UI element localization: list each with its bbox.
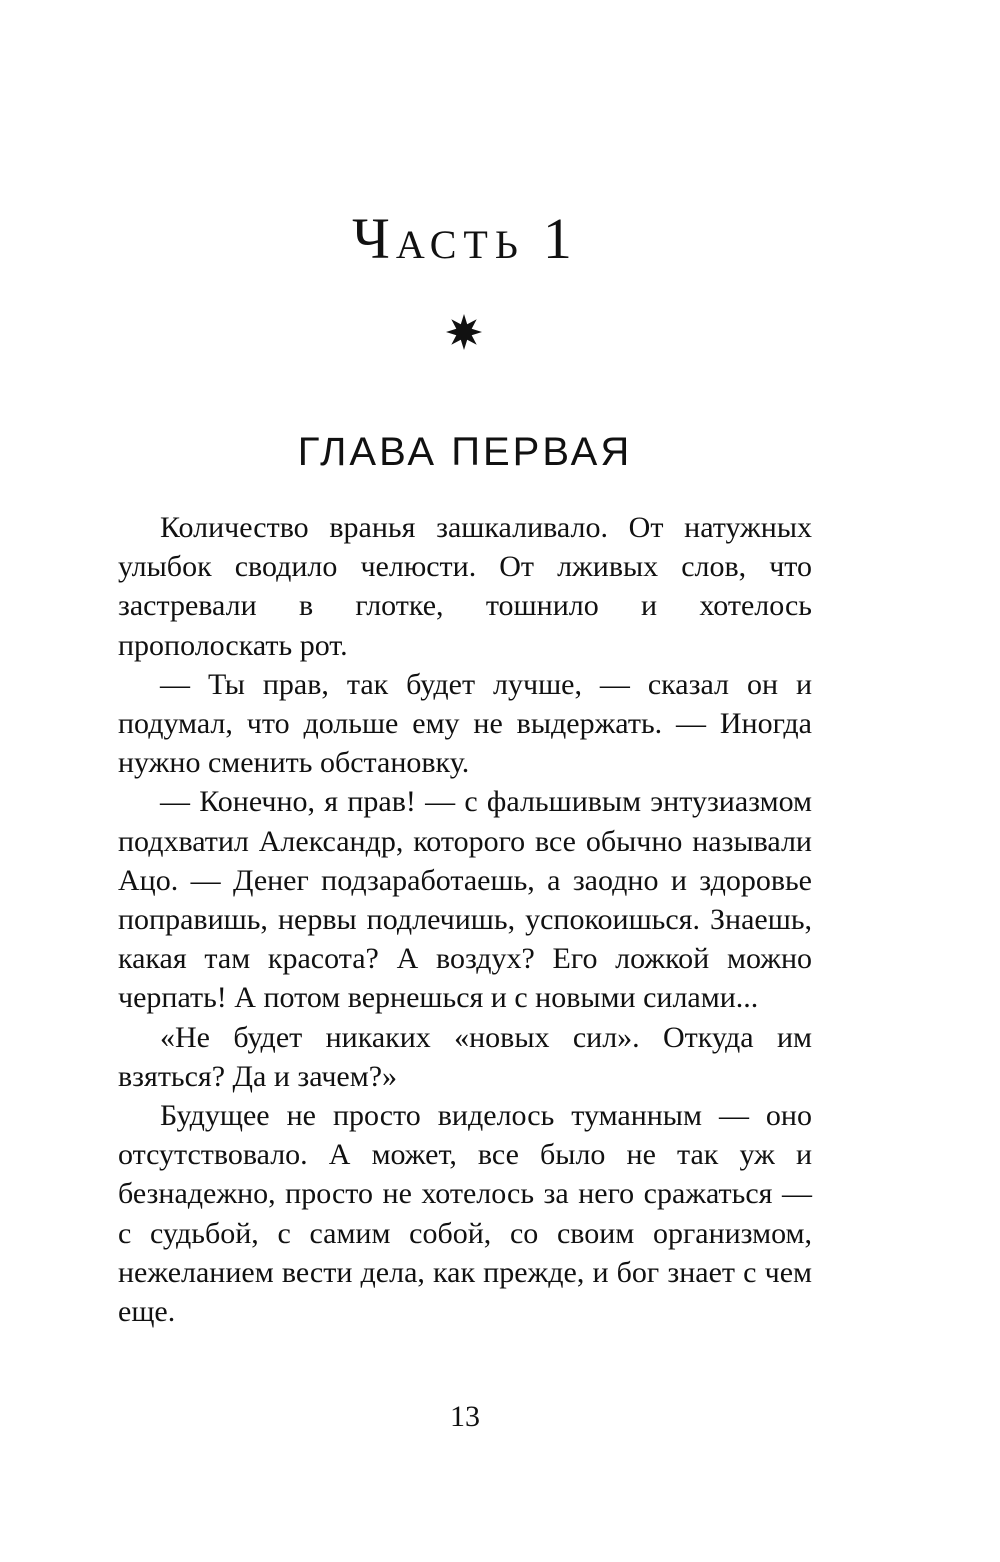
- part-number: 1: [542, 206, 578, 271]
- paragraph: Будущее не просто виделось туманным — оно отсутствовало. А может, все было не так уж и безнадежно, просто не хотелось за него сражаться — с судьбой, с самим собой, со своим организмом, нежеланием вести дела, как прежде, и бог знает с чем еще.: [118, 1099, 812, 1329]
- paragraph: — Ты прав, так будет лучше, — сказал он и подумал, что дольше ему не выдержать. — Иногда нужно сменить обстановку.: [118, 667, 812, 780]
- page-number: 13: [450, 1400, 480, 1433]
- chapter-title: ГЛАВА ПЕРВАЯ: [297, 430, 633, 474]
- part-title-rest: АСТЬ: [395, 222, 525, 267]
- eight-pointed-star-icon: [444, 312, 484, 352]
- part-title-initial: Ч: [352, 206, 396, 271]
- body-text: [118, 508, 812, 1331]
- paragraph: — Конечно, я прав! — с фальшивым энтузиазмом подхватил Александр, которого все обычно называли Ацо. — Денег подзаработаешь, а заодно и здоровье поправишь, нервы подлечишь, успокоишься. Знаешь, какая там красота? А воздух? Его ложкой можно черпать! А потом вернешься и с новыми силами...: [118, 785, 812, 1015]
- paragraph: «Не будет никаких «новых сил». Откуда им взяться? Да и зачем?»: [118, 1020, 812, 1093]
- part-title: [0, 205, 930, 272]
- paragraph: Количество вранья зашкаливало. От натужных улыбок сводило челюсти. От лживых слов, что застревали в глотке, тошнило и хотелось прополоскать рот.: [118, 511, 812, 662]
